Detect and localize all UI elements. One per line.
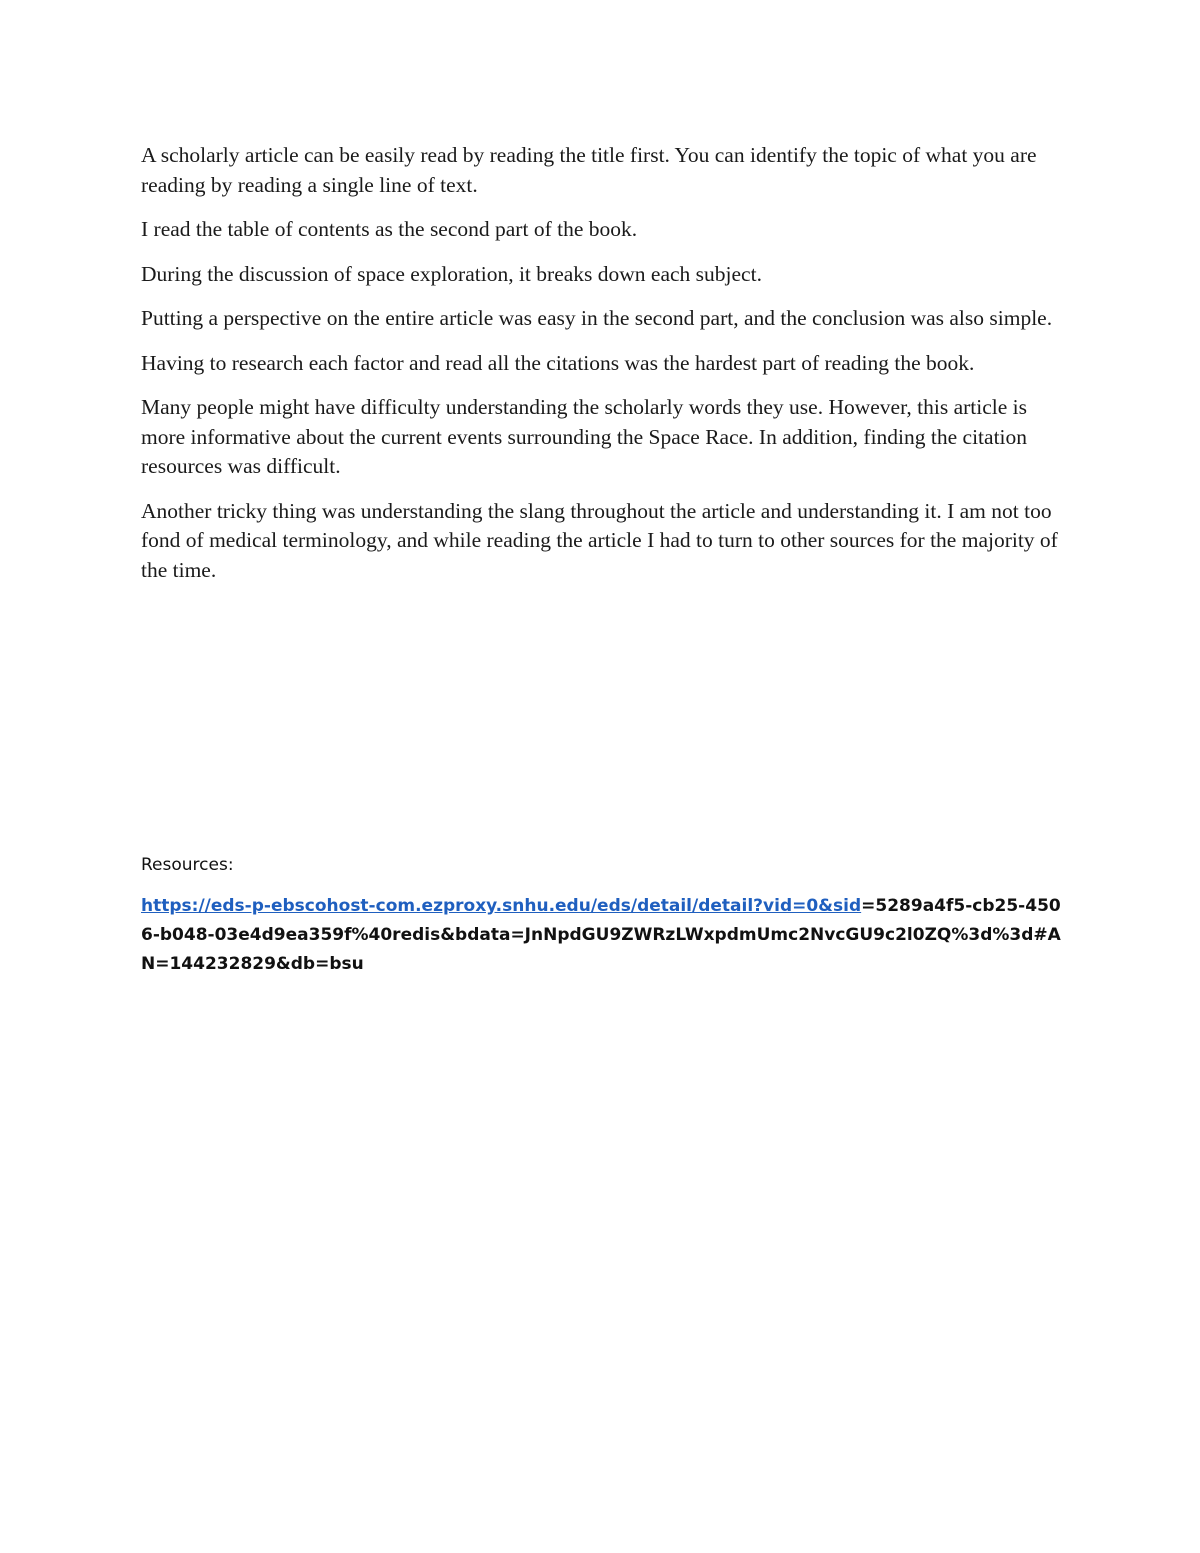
paragraph-3: During the discussion of space exploration, it breaks down each subject. xyxy=(141,261,762,286)
paragraph-2: I read the table of contents as the second part of the book. xyxy=(141,217,638,241)
resources-section xyxy=(141,852,1061,979)
paragraph-5: Having to research each factor and read all the citations was the hardest part of reading the book. xyxy=(141,350,975,375)
paragraph-1: A scholarly article can be easily read by reading the title first. You can identify the topic of what you are reading by reading a single line of text. xyxy=(141,143,1037,197)
paragraph-4: Putting a perspective on the entire article was easy in the second part, and the conclusion was also simple. xyxy=(141,306,1053,330)
resource-link[interactable]: https://eds-p-ebscohost-com.ezproxy.snhu.edu/eds/detail/detail?vid=0&sid xyxy=(141,896,862,916)
resources-heading: Resources: xyxy=(141,855,234,875)
paragraph-6: Many people might have difficulty understanding the scholarly words they use. However, this article is more informative about the current events surrounding the Space Race. In addition, finding the citation resources was difficult. xyxy=(141,395,1028,478)
resource-link-remainder: =5289a4f5-cb25-4506-b048-03e4d9ea359f%40redis&bdata=JnNpdGU9ZWRzLWxpdmUmc2NvcGU9c2l0ZQ%3d%3d#AN=144232829&db=bsu xyxy=(141,896,1061,974)
document-body xyxy=(141,141,1061,600)
resource-citation xyxy=(141,892,1061,979)
paragraph-7: Another tricky thing was understanding the slang throughout the article and understanding it. I am not too fond of medical terminology, and while reading the article I had to turn to other sources for the majority of the time. xyxy=(141,498,1058,582)
